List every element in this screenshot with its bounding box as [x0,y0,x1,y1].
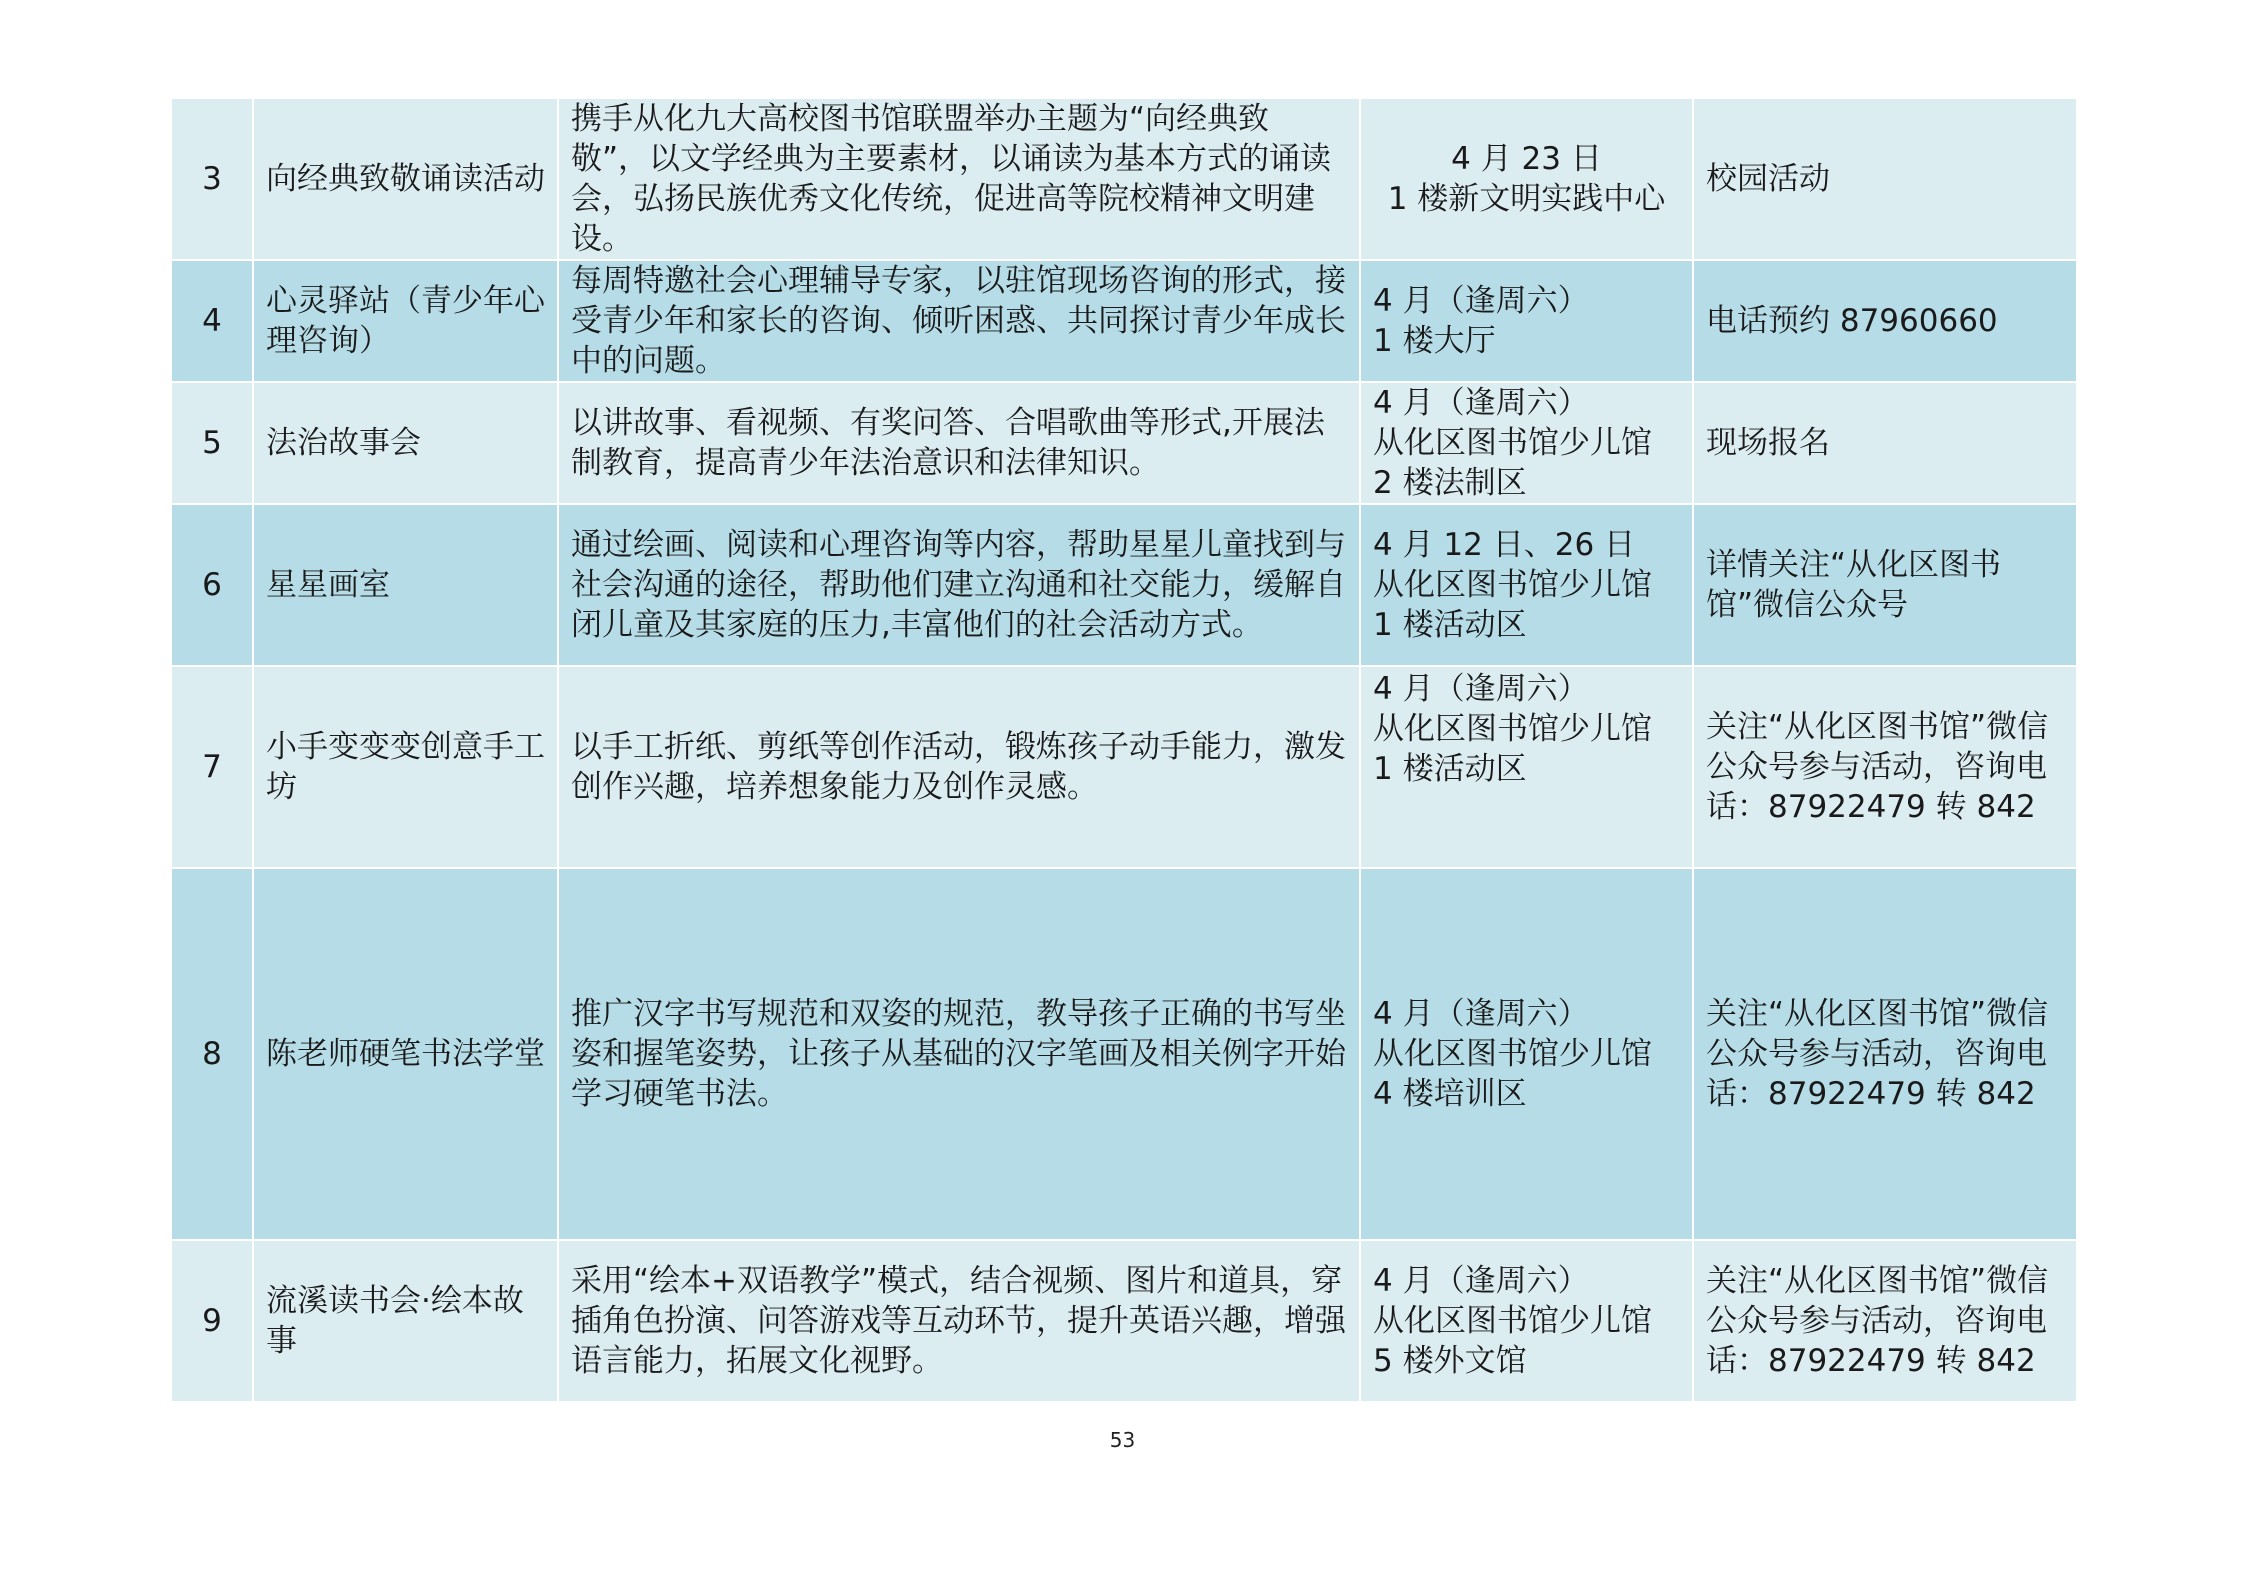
time-location-line: 从化区图书馆少儿馆 [1373,711,1652,747]
time-location-line: 1 楼活动区 [1373,751,1527,787]
time-location-line: 4 月 12 日、26 日 [1373,527,1636,563]
time-location-line: 4 月（逢周六） [1373,671,1589,707]
time-location-line: 4 楼培训区 [1373,1076,1527,1112]
time-location-line: 2 楼法制区 [1373,465,1527,501]
row-number: 3 [171,98,253,260]
time-location-line: 1 楼大厅 [1373,323,1496,359]
time-location-line: 1 楼新文明实践中心 [1387,181,1666,217]
activity-name: 心灵驿站（青少年心理咨询） [253,260,558,382]
activity-name: 星星画室 [253,504,558,666]
activity-content: 携手从化九大高校图书馆联盟举办主题为“向经典致敬”，以文学经典为主要素材，以诵读为基本方式的诵读会，弘扬民族优秀文化传统，促进高等院校精神文明建设。 [558,98,1360,260]
time-location-line: 从化区图书馆少儿馆 [1373,1303,1652,1339]
activity-note: 关注“从化区图书馆”微信公众号参与活动，咨询电话：87922479 转 842 [1693,666,2077,868]
activity-time-location [1360,504,1693,666]
time-location-line: 4 月 23 日 [1451,141,1602,177]
row-number: 9 [171,1240,253,1402]
row-number: 7 [171,666,253,868]
activity-name: 向经典致敬诵读活动 [253,98,558,260]
activity-table-body [171,98,2077,1402]
time-location-line: 从化区图书馆少儿馆 [1373,1036,1652,1072]
time-location-line: 4 月（逢周六） [1373,283,1589,319]
activity-name: 小手变变变创意手工坊 [253,666,558,868]
table-row [171,1240,2077,1402]
activity-time-location [1360,260,1693,382]
table-row [171,504,2077,666]
row-number: 5 [171,382,253,504]
activity-name: 陈老师硬笔书法学堂 [253,868,558,1240]
activity-note: 关注“从化区图书馆”微信公众号参与活动，咨询电话：87922479 转 842 [1693,1240,2077,1402]
activity-time-location [1360,1240,1693,1402]
activity-note: 现场报名 [1693,382,2077,504]
activity-note: 关注“从化区图书馆”微信公众号参与活动，咨询电话：87922479 转 842 [1693,868,2077,1240]
time-location-line: 从化区图书馆少儿馆 [1373,567,1652,603]
activity-time-location [1360,382,1693,504]
activity-time-location [1360,98,1693,260]
time-location-line: 4 月（逢周六） [1373,385,1589,421]
page-number: 53 [1109,1428,1136,1452]
activity-content: 以讲故事、看视频、有奖问答、合唱歌曲等形式,开展法制教育，提高青少年法治意识和法律知识。 [558,382,1360,504]
row-number: 4 [171,260,253,382]
activity-content: 推广汉字书写规范和双姿的规范，教导孩子正确的书写坐姿和握笔姿势，让孩子从基础的汉字笔画及相关例字开始学习硬笔书法。 [558,868,1360,1240]
row-number: 6 [171,504,253,666]
table-row [171,666,2077,868]
table-row [171,382,2077,504]
time-location-line: 5 楼外文馆 [1373,1343,1527,1379]
activity-note: 详情关注“从化区图书馆”微信公众号 [1693,504,2077,666]
activity-content: 每周特邀社会心理辅导专家，以驻馆现场咨询的形式，接受青少年和家长的咨询、倾听困惑、共同探讨青少年成长中的问题。 [558,260,1360,382]
activity-content: 以手工折纸、剪纸等创作活动，锻炼孩子动手能力，激发创作兴趣，培养想象能力及创作灵感。 [558,666,1360,868]
time-location-line: 4 月（逢周六） [1373,996,1589,1032]
activity-time-location [1360,666,1693,868]
time-location-line: 4 月（逢周六） [1373,1263,1589,1299]
activity-table [170,97,2078,1403]
activity-note: 校园活动 [1693,98,2077,260]
table-row [171,260,2077,382]
row-number: 8 [171,868,253,1240]
activity-time-location [1360,868,1693,1240]
table-row [171,98,2077,260]
activity-name: 法治故事会 [253,382,558,504]
table-row [171,868,2077,1240]
time-location-line: 从化区图书馆少儿馆 [1373,425,1652,461]
activity-content: 通过绘画、阅读和心理咨询等内容，帮助星星儿童找到与社会沟通的途径，帮助他们建立沟通和社交能力，缓解自闭儿童及其家庭的压力,丰富他们的社会活动方式。 [558,504,1360,666]
activity-content: 采用“绘本+双语教学”模式，结合视频、图片和道具，穿插角色扮演、问答游戏等互动环节，提升英语兴趣，增强语言能力，拓展文化视野。 [558,1240,1360,1402]
activity-note: 电话预约 87960660 [1693,260,2077,382]
activity-name: 流溪读书会·绘本故事 [253,1240,558,1402]
time-location-line: 1 楼活动区 [1373,607,1527,643]
